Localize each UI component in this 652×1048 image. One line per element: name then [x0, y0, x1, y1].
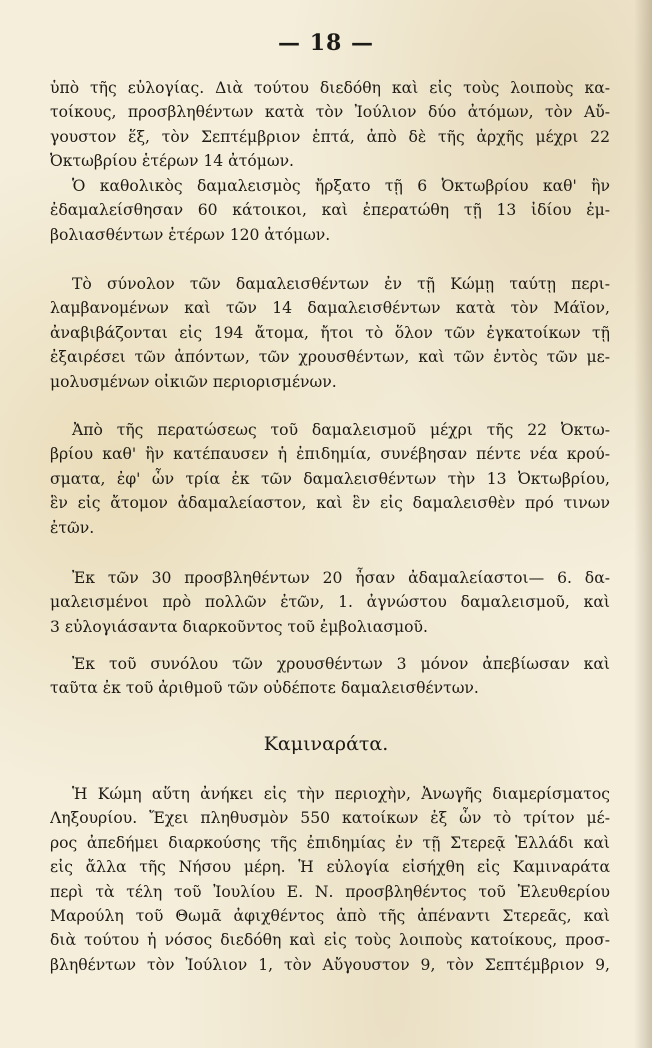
text-line: Ἐκ τῶν 30 προσβληθέντων 20 ἦσαν ἀδαμαλείαστοι— 6. δα-: [72, 569, 610, 587]
page-spine-shadow: [634, 0, 652, 1048]
paragraph-1: [50, 76, 610, 174]
section-paragraph-1: [50, 782, 610, 977]
text-line: Ληξουρίου. Ἔχει πληθυσμὸν 550 κατοίκων ἐξ ὧν τὸ τρίτον μέ-: [50, 809, 610, 828]
text-line: σματα, ἐφ' ὧν τρία ἐκ τῶν δαμαλεισθέντων τὴν 13 Ὀκτωβρίου,: [50, 469, 610, 488]
text-line: ἐξαιρέσει τῶν ἀπόντων, τῶν χρουσθέντων, καὶ τῶν ἐντὸς τῶν με-: [50, 348, 610, 367]
section-heading: Καμιναράτα.: [263, 733, 389, 755]
text-line: βρίου καθ' ἣν κατέπαυσεν ἡ ἐπιδημία, συνέβησαν πέντε νέα κρού-: [50, 445, 610, 464]
text-line: Ὀκτωβρίου ἑτέρων 14 ἀτόμων.: [50, 152, 295, 171]
text-line: λαμβανομένων καὶ τῶν 14 δαμαλεισθέντων κατὰ τὸν Μάϊον,: [50, 299, 610, 318]
text-line: Ἡ Κώμη αὕτη ἀνήκει εἰς τὴν περιοχὴν, Ἀνωγῆς διαμερίσματος: [72, 785, 610, 803]
text-line: ταῦτα ἐκ τοῦ ἀριθμοῦ τῶν οὐδέποτε δαμαλεισθέντων.: [50, 679, 479, 698]
text-line: βολιασθέντων ἑτέρων 120 ἀτόμων.: [50, 225, 331, 244]
text-line: ἓν εἰς ἄτομον ἀδαμαλείαστον, καὶ ἓν εἰς δαμαλεισθὲν πρό τινων: [50, 494, 610, 513]
text-line: ρος ἀπεδήμει διαρκούσης τῆς ἐπιδημίας ἐν τῇ Στερεᾷ Ἑλλάδι καὶ: [50, 833, 610, 852]
text-line: ἀναβιβάζονται εἰς 194 ἄτομα, ἤτοι τὸ ὅλον τῶν ἐγκατοίκων τῇ: [50, 323, 610, 342]
text-line: Ὁ καθολικὸς δαμαλεισμὸς ἤρξατο τῇ 6 Ὀκτωβρίου καθ' ἣν: [72, 177, 610, 195]
text-line: βληθέντων τὸν Ἰούλιον 1, τὸν Αὔγουστον 9, τὸν Σεπτέμβριον 9,: [50, 955, 610, 974]
text-line: ὑπὸ τῆς εὐλογίας. Διὰ τούτου διεδόθη καὶ εἰς τοὺς λοιποὺς κα-: [50, 79, 610, 97]
text-line: μαλεισμένοι πρὸ πολλῶν ἐτῶν, 1. ἀγνώστου δαμαλεισμοῦ, καὶ: [50, 593, 610, 612]
paragraph-3: [50, 272, 610, 394]
text-line: Μαρούλη τοῦ Θωμᾶ ἀφιχθέντος ἀπὸ τῆς ἀπέναντι Στερεᾶς, καὶ: [50, 907, 610, 926]
paragraph-4: [50, 418, 610, 540]
text-line: Τὸ σύνολον τῶν δαμαλεισθέντων ἐν τῇ Κώμῃ ταύτῃ περι-: [72, 275, 610, 293]
text-line: 3 εὐλογιάσαντα διαρκοῦντος τοῦ ἐμβολιασμοῦ.: [50, 617, 428, 636]
text-line: Ἐκ τοῦ συνόλου τῶν χρουσθέντων 3 μόνον ἀπεβίωσαν καὶ: [72, 655, 610, 673]
text-line: ἐδαμαλείσθησαν 60 κάτοικοι, καὶ ἐπερατώθη τῇ 13 ἰδίου ἐμ-: [50, 201, 610, 220]
text-line: Ἀπὸ τῆς περατώσεως τοῦ δαμαλεισμοῦ μέχρι τῆς 22 Ὀκτω-: [72, 421, 610, 439]
text-line: γουστον ἕξ, τὸν Σεπτέμβριον ἑπτά, ἀπὸ δὲ τῆς ἀρχῆς μέχρι 22: [50, 127, 610, 146]
paragraph-5: [50, 566, 610, 639]
text-line: μολυσμένων οἰκιῶν περιορισμένων.: [50, 372, 337, 391]
paragraph-6: [50, 652, 610, 701]
paragraph-2: [50, 174, 610, 247]
text-line: ἐτῶν.: [50, 518, 95, 537]
text-line: διὰ τούτου ἡ νόσος διεδόθη καὶ εἰς τοὺς λοιποὺς κατοίκους, προσ-: [50, 931, 610, 950]
text-line: περὶ τὰ τέλη τοῦ Ἰουλίου Ε. Ν. προσβληθέντος τοῦ Ἐλευθερίου: [50, 882, 610, 901]
text-line: εἰς ἄλλα τῆς Νήσου μέρη. Ἡ εὐλογία εἰσήχθη εἰς Καμιναράτα: [50, 858, 610, 877]
page-number: — 18 —: [278, 30, 374, 56]
text-line: τοίκους, προσβληθέντων κατὰ τὸν Ἰούλιον δύο ἀτόμων, τὸν Αὔ-: [50, 103, 610, 122]
